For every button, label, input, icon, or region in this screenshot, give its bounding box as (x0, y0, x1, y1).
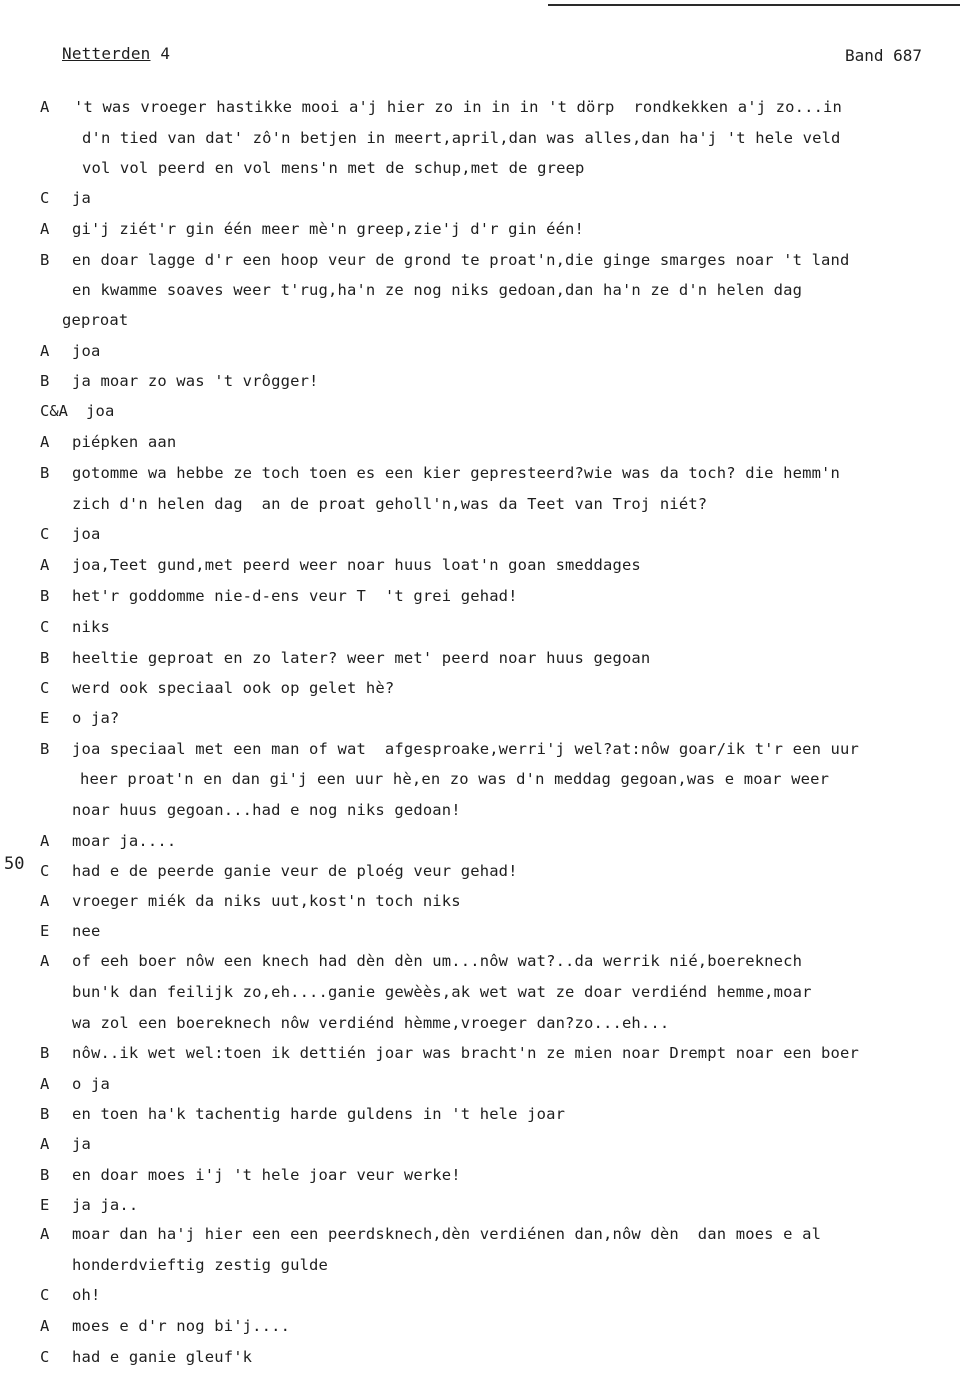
utterance-continuation: wa zol een boereknech nôw verdiénd hèmme,vroeger dan?zo...eh... (72, 1014, 670, 1032)
speaker-label: A (40, 892, 50, 910)
utterance-line: 't was vroeger hastikke mooi a'j hier zo in in in 't dörp rondkekken a'j zo...in (74, 98, 843, 116)
utterance-continuation: vol vol peerd en vol mens'n met de schup,met de greep (82, 159, 585, 177)
utterance-continuation: noar huus gegoan...had e nog niks gedoan! (72, 801, 461, 819)
utterance-line: ja (72, 189, 91, 207)
speaker-label: A (40, 1317, 50, 1335)
utterance-line: moar ja.... (72, 832, 177, 850)
speaker-label: C (40, 618, 50, 636)
utterance-line: of eeh boer nôw een knech had dèn dèn um...nôw wat?..da werrik nié,boereknech (72, 952, 803, 970)
utterance-line: oh! (72, 1286, 101, 1304)
top-rule (548, 4, 960, 6)
speaker-label: C (40, 1286, 50, 1304)
speaker-label: C (40, 862, 50, 880)
utterance-continuation: en kwamme soaves weer t'rug,ha'n ze nog niks gedoan,dan ha'n ze d'n helen dag (72, 281, 803, 299)
utterance-line: joa (72, 525, 101, 543)
speaker-label: C (40, 525, 50, 543)
utterance-line: werd ook speciaal ook op gelet hè? (72, 679, 395, 697)
header-left (62, 44, 170, 63)
utterance-line: en doar moes i'j 't hele joar veur werke! (72, 1166, 461, 1184)
speaker-label: A (40, 433, 50, 451)
utterance-line: het'r goddomme nie-d-ens veur T 't grei gehad! (72, 587, 518, 605)
speaker-label: C (40, 189, 50, 207)
utterance-line: joa (72, 342, 101, 360)
utterance-line: niks (72, 618, 110, 636)
speaker-label: C&A (40, 402, 68, 420)
speaker-label: B (40, 1166, 50, 1184)
speaker-label: C (40, 1348, 50, 1366)
utterance-line: vroeger miék da niks uut,kost'n toch niks (72, 892, 461, 910)
utterance-line: o ja (72, 1075, 110, 1093)
utterance-line: joa speciaal met een man of wat afgesproake,werri'j wel?at:nôw goar/ik t'r een uur (72, 740, 859, 758)
utterance-line: gi'j ziét'r gin één meer mè'n greep,zie'j d'r gin één! (72, 220, 585, 238)
speaker-label: B (40, 251, 50, 269)
utterance-line: o ja? (72, 709, 120, 727)
utterance-line: joa,Teet gund,met peerd weer noar huus loat'n goan smeddages (72, 556, 641, 574)
utterance-continuation: heer proat'n en dan gi'j een uur hè,en zo was d'n meddag gegoan,was e moar weer (80, 770, 830, 788)
speaker-label: E (40, 922, 50, 940)
speaker-label: A (40, 556, 50, 574)
utterance-continuation: zich d'n helen dag an de proat geholl'n,was da Teet van Troj niét? (72, 495, 708, 513)
utterance-line: ja (72, 1135, 91, 1153)
utterance-line: moar dan ha'j hier een een peerdsknech,dèn verdiénen dan,nôw dèn dan moes e al (72, 1225, 822, 1243)
speaker-label: B (40, 1105, 50, 1123)
speaker-label: A (40, 832, 50, 850)
speaker-label: B (40, 1044, 50, 1062)
utterance-continuation: bun'k dan feilijk zo,eh....ganie gewèès,ak wet wat ze doar verdiénd hemme,moar (72, 983, 812, 1001)
utterance-line: heeltie geproat en zo later? weer met' peerd noar huus gegoan (72, 649, 651, 667)
speaker-label: A (40, 1135, 50, 1153)
speaker-label: B (40, 464, 50, 482)
utterance-line: piépken aan (72, 433, 177, 451)
speaker-label: B (40, 649, 50, 667)
speaker-label: B (40, 372, 50, 390)
speaker-label: A (40, 952, 50, 970)
speaker-label: A (40, 98, 50, 116)
utterance-line: joa (86, 402, 115, 420)
header-place: Netterden (62, 44, 151, 63)
utterance-continuation: d'n tied van dat' zô'n betjen in meert,april,dan was alles,dan ha'j 't hele veld (82, 129, 841, 147)
speaker-label: E (40, 709, 50, 727)
utterance-line: ja ja.. (72, 1196, 139, 1214)
utterance-line: nôw..ik wet wel:toen ik dettién joar was bracht'n ze mien noar Drempt noar een boer (72, 1044, 859, 1062)
speaker-label: A (40, 1075, 50, 1093)
utterance-line: nee (72, 922, 101, 940)
speaker-label: A (40, 1225, 50, 1243)
utterance-line: gotomme wa hebbe ze toch toen es een kier gepresteerd?wie was da toch? die hemm'n (72, 464, 841, 482)
utterance-line: en doar lagge d'r een hoop veur de grond te proat'n,die ginge smarges noar 't land (72, 251, 850, 269)
speaker-label: A (40, 220, 50, 238)
utterance-continuation: honderdvieftig zestig gulde (72, 1256, 329, 1274)
speaker-label: B (40, 587, 50, 605)
speaker-label: A (40, 342, 50, 360)
utterance-line: en toen ha'k tachentig harde guldens in 't hele joar (72, 1105, 566, 1123)
header-number: 4 (160, 44, 171, 63)
utterance-continuation: geproat (62, 311, 129, 329)
header-band: Band 687 (845, 46, 923, 65)
utterance-line: moes e d'r nog bi'j.... (72, 1317, 291, 1335)
margin-line-number: 50 (4, 854, 25, 874)
utterance-line: had e ganie gleuf'k (72, 1348, 253, 1366)
speaker-label: B (40, 740, 50, 758)
utterance-line: ja moar zo was 't vrôgger! (72, 372, 319, 390)
utterance-line: had e de peerde ganie veur de ploég veur gehad! (72, 862, 518, 880)
speaker-label: C (40, 679, 50, 697)
speaker-label: E (40, 1196, 50, 1214)
